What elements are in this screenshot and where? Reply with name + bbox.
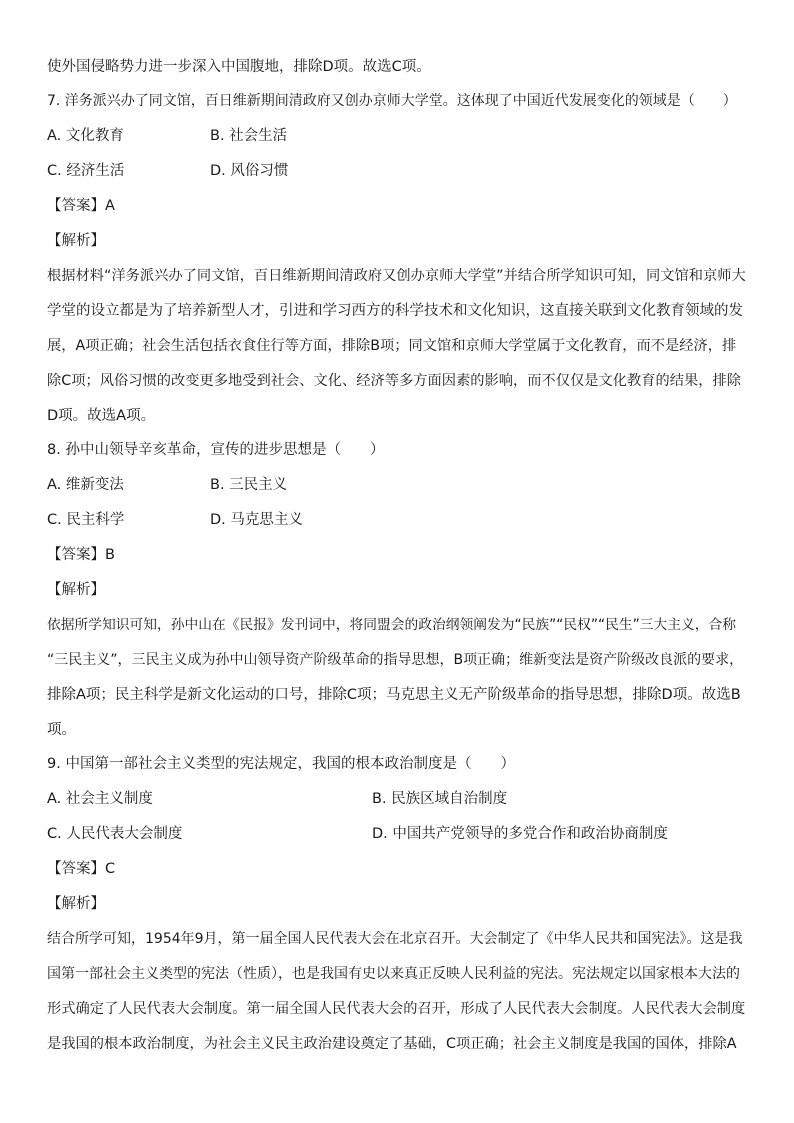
q8-explanation-line: “三民主义”，三民主义成为孙中山领导资产阶级革命的指导思想，B项正确；维新变法是资产阶级改良派的要求， [47,652,744,668]
q7-explanation-line: 根据材料“洋务派兴办了同文馆，百日维新期间清政府又创办京师大学堂”并结合所学知识可知，同文馆和京师大 [47,268,746,284]
q9-option-d: D. 中国共产党领导的多党合作和政治协商制度 [372,826,668,842]
q8-explanation-heading: 【解析】 [47,582,105,598]
q8-option-a: A. 维新变法 [47,477,124,493]
q7-explanation-line: 除C项；风俗习惯的改变更多地受到社会、文化、经济等多方面因素的影响，而不仅仅是文化教育的结果，排除 [47,373,741,389]
question-9: 9. 中国第一部社会主义类型的宪法规定，我国的根本政治制度是（ ） [47,756,515,772]
q8-option-c: C. 民主科学 [47,512,125,528]
q8-option-d: D. 马克思主义 [210,512,303,528]
q7-option-a: A. 文化教育 [47,128,124,144]
q9-option-b: B. 民族区域自治制度 [372,791,508,807]
q9-explanation-heading: 【解析】 [47,896,105,912]
q7-option-c: C. 经济生活 [47,163,125,179]
question-8: 8. 孙中山领导辛亥革命，宣传的进步思想是（ ） [47,442,385,458]
q9-option-a: A. 社会主义制度 [47,791,153,807]
q9-explanation-line: 结合所学可知，1954年9月，第一届全国人民代表大会在北京召开。大会制定了《中华人民共和国宪法》。这是我 [47,931,743,947]
q7-explanation-heading: 【解析】 [47,233,105,249]
q7-explanation-line: 学堂的设立都是为了培养新型人才，引进和学习西方的科学技术和文化知识，这直接关联到文化教育领域的发 [47,303,743,319]
text-line: 使外国侵略势力进一步深入中国腹地，排除D项。故选C项。 [47,59,431,75]
q7-option-d: D. 风俗习惯 [210,163,289,179]
q8-explanation-line: 项。 [47,722,76,738]
q7-answer: 【答案】A [47,198,115,214]
q9-explanation-line: 国第一部社会主义类型的宪法（性质），也是我国有史以来真正反映人民利益的宪法。宪法规定以国家根本大法的 [47,966,740,982]
question-7: 7. 洋务派兴办了同文馆，百日维新期间清政府又创办京师大学堂。这体现了中国近代发展变化的领域是（ ） [47,93,737,109]
q9-option-c: C. 人民代表大会制度 [47,826,183,842]
q7-explanation-line: D项。故选A项。 [47,408,156,424]
q8-answer: 【答案】B [47,547,115,563]
q8-explanation-line: 排除A项；民主科学是新文化运动的口号，排除C项；马克思主义无产阶级革命的指导思想，排除D项。故选B [47,687,741,703]
q9-explanation-line: 是我国的根本政治制度，为社会主义民主政治建设奠定了基础，C项正确；社会主义制度是我国的国体，排除A [47,1036,737,1052]
q7-option-b: B. 社会生活 [210,128,288,144]
q7-explanation-line: 展，A项正确；社会生活包括衣食住行等方面，排除B项；同文馆和京师大学堂属于文化教育，而不是经济，排 [47,338,737,354]
q8-explanation-line: 依据所学知识可知，孙中山在《民报》发刊词中，将同盟会的政治纲领阐发为“民族”“民权”“民生”三大主义，合称 [47,617,736,633]
q9-explanation-line: 形式确定了人民代表大会制度。第一届全国人民代表大会的召开，形成了人民代表大会制度。人民代表大会制度 [47,1001,746,1017]
q8-option-b: B. 三民主义 [210,477,288,493]
q9-answer: 【答案】C [47,861,116,877]
